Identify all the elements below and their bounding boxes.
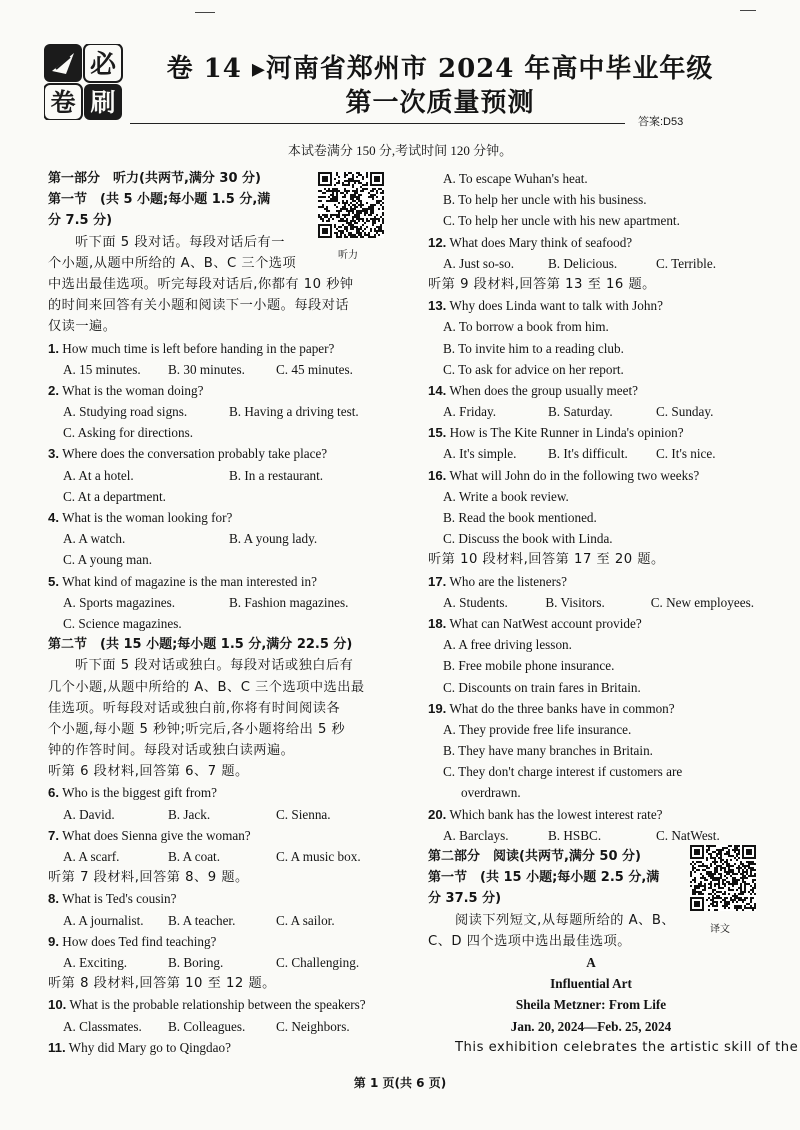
question xyxy=(48,380,388,401)
question-number: 16. xyxy=(428,467,447,483)
section-heading: 第二部分 阅读(共两节,满分 50 分) xyxy=(428,849,641,864)
answer-option: C. To ask for advice on her report. xyxy=(443,361,624,377)
answer-options xyxy=(48,952,388,973)
answer-options xyxy=(428,253,754,274)
title-line-1: 卷 14 ▸河南省郑州市 2024 年高中毕业年级 xyxy=(166,54,714,84)
answer-option: A. Write a book review. xyxy=(443,488,569,504)
section-heading: 分 37.5 分) xyxy=(428,891,502,907)
answer-options xyxy=(48,1016,388,1037)
brand-logo xyxy=(44,44,124,120)
right-column xyxy=(428,168,799,1058)
question-text: What can NatWest account provide? xyxy=(449,615,642,631)
section-heading: 第一节 (共 15 小题;每小题 2.5 分,满 xyxy=(428,870,660,886)
question-text: What kind of magazine is the man interested in? xyxy=(62,573,317,589)
section-heading: 分 7.5 分) xyxy=(48,213,113,229)
instruction-text: 中选出最佳选项。听完每段对话后,你都有 10 秒钟 xyxy=(48,276,354,292)
question-text: Where does the conversation probably take place? xyxy=(62,446,328,462)
answer-option: B. A young lady. xyxy=(229,531,318,547)
answer-option: A. Just so-so. xyxy=(443,255,515,271)
logo-char: 卷 xyxy=(50,88,76,117)
question-text: When does the group usually meet? xyxy=(449,382,639,398)
instruction-text: 听第 9 段材料,回答第 13 至 16 题。 xyxy=(428,276,656,292)
question-text: How much time is left before handing in the paper? xyxy=(62,340,335,356)
title-line-2: 第一次质量预测 xyxy=(345,88,535,118)
instruction-text: 听下面 5 段对话。每段对话后有一 xyxy=(75,234,285,250)
instruction-text: 听第 7 段材料,回答第 8、9 题。 xyxy=(48,870,249,886)
answer-option: C. Challenging. xyxy=(276,954,360,970)
answer-option: C. At a department. xyxy=(63,488,166,504)
answer-option: B. To invite him to a reading club. xyxy=(443,340,624,356)
answer-option: B. Jack. xyxy=(168,806,211,822)
exam-title xyxy=(130,52,750,120)
answer-option: B. They have many branches in Britain. xyxy=(443,743,653,759)
answer-option: C. They don't charge interest if customers are xyxy=(443,764,683,780)
question-number: 11. xyxy=(48,1039,66,1055)
question-text: What will John do in the following two weeks? xyxy=(449,467,700,483)
answer-option: B. To help her uncle with his business. xyxy=(443,192,647,208)
question xyxy=(48,338,388,359)
section-heading: 第二节 (共 15 小题;每小题 1.5 分,满分 22.5 分) xyxy=(48,637,353,653)
question-text: What is the woman doing? xyxy=(62,382,204,398)
answer-option: C. Discuss the book with Linda. xyxy=(443,531,613,547)
answer-option: B. In a restaurant. xyxy=(229,467,324,483)
answer-option: A. To escape Wuhan's heat. xyxy=(443,171,588,186)
question xyxy=(48,888,388,909)
instruction-text: 钟的作答时间。每段对话或独白读两遍。 xyxy=(48,743,295,759)
answer-options xyxy=(48,528,388,549)
question-number: 3. xyxy=(48,446,59,462)
question xyxy=(48,571,388,592)
answer-option: B. Boring. xyxy=(168,954,224,970)
question-text: Why did Mary go to Qingdao? xyxy=(68,1039,231,1055)
answer-option: C. NatWest. xyxy=(656,827,720,843)
instruction-text: 听第 8 段材料,回答第 10 至 12 题。 xyxy=(48,976,276,992)
answer-options xyxy=(48,465,388,486)
answer-option: B. Colleagues. xyxy=(168,1018,246,1034)
question-number: 15. xyxy=(428,425,447,441)
answer-option: C. A young man. xyxy=(63,552,153,568)
question xyxy=(48,825,388,846)
answer-option: A. Barclays. xyxy=(443,827,509,843)
answer-option: A. At a hotel. xyxy=(63,467,134,483)
question-text: How does Ted find teaching? xyxy=(62,933,217,949)
answer-option: A. 15 minutes. xyxy=(63,361,141,377)
instruction-text: 几个小题,从题中所给的 A、B、C 三个选项中选出最 xyxy=(48,679,365,695)
question-number: 9. xyxy=(48,933,59,949)
instruction-text: 佳选项。听每段对话或独白前,你将有时间阅读各 xyxy=(48,700,341,716)
instruction-text: 个小题,每小题 5 秒钟;听完后,各小题将给出 5 秒 xyxy=(48,721,346,737)
answer-options xyxy=(48,804,388,825)
question xyxy=(428,232,754,253)
question-text: What does Mary think of seafood? xyxy=(449,234,633,250)
question xyxy=(428,613,754,634)
answer-option: C. To help her uncle with his new apartment. xyxy=(443,213,680,229)
title-rule xyxy=(130,123,625,124)
answer-option: A. Sports magazines. xyxy=(63,594,176,610)
answer-option: A. Students. xyxy=(443,594,508,610)
page-footer: 第 1 页(共 6 页) xyxy=(353,1076,447,1090)
question-number: 4. xyxy=(48,510,59,525)
question xyxy=(48,507,388,528)
question xyxy=(428,698,754,719)
answer-option: B. Fashion magazines. xyxy=(229,594,349,610)
answer-option: B. A coat. xyxy=(168,849,221,864)
question xyxy=(428,804,754,825)
answer-option: A. They provide free life insurance. xyxy=(443,721,632,737)
question-number: 2. xyxy=(48,382,59,398)
question-text: What is Ted's cousin? xyxy=(62,891,177,907)
answer-option: overdrawn. xyxy=(461,785,521,801)
scan-mark xyxy=(740,10,756,11)
question xyxy=(48,931,388,952)
question xyxy=(48,782,388,803)
question-text: What does Sienna give the woman? xyxy=(62,827,251,843)
instruction-text: 阅读下列短文,从每题所给的 A、B、 xyxy=(455,912,676,928)
answer-option: C. Discounts on train fares in Britain. xyxy=(443,679,641,695)
question-number: 1. xyxy=(48,340,59,356)
question-number: 19. xyxy=(428,700,447,716)
answer-option: A. A scarf. xyxy=(63,849,120,864)
question-number: 8. xyxy=(48,891,59,907)
passage-heading: A xyxy=(586,954,596,970)
instruction-text: 的时间来回答有关小题和阅读下一小题。每段对话 xyxy=(48,298,350,314)
answer-option: B. 30 minutes. xyxy=(168,361,245,377)
instruction-text: 个小题,从题中所给的 A、B、C 三个选项 xyxy=(48,255,297,271)
qr-label-translation: 译文 xyxy=(710,924,730,935)
question xyxy=(428,422,754,443)
answer-option: B. Having a driving test. xyxy=(229,404,359,420)
answer-option: C. Sienna. xyxy=(276,806,331,822)
answer-options xyxy=(428,592,754,613)
left-column xyxy=(48,168,388,1058)
answer-options xyxy=(48,910,388,931)
answer-option: B. Visitors. xyxy=(545,594,605,610)
question-number: 12. xyxy=(428,234,447,250)
answer-option: C. A sailor. xyxy=(276,912,335,928)
answer-options xyxy=(428,443,754,464)
question-number: 10. xyxy=(48,997,67,1013)
question-text: What is the probable relationship between the speakers? xyxy=(69,997,366,1013)
answer-option: A. Exciting. xyxy=(63,954,128,970)
question-number: 17. xyxy=(428,573,447,589)
passage-heading: Jan. 20, 2024—Feb. 25, 2024 xyxy=(510,1018,672,1034)
answer-option: C. It's nice. xyxy=(656,446,716,462)
question-number: 14. xyxy=(428,382,447,398)
answer-option: B. Delicious. xyxy=(548,255,618,271)
answer-option: C. A music box. xyxy=(276,849,361,864)
question-text: Who is the biggest gift from? xyxy=(62,785,217,801)
question xyxy=(428,571,754,592)
instruction-text: 仅读一遍。 xyxy=(48,319,117,335)
answer-option: A. Studying road signs. xyxy=(63,404,188,420)
answer-option: C. Neighbors. xyxy=(276,1018,350,1034)
passage-heading: Influential Art xyxy=(550,976,632,992)
answer-option: C. Sunday. xyxy=(656,404,714,420)
question-number: 18. xyxy=(428,615,447,631)
section-heading: 第一部分 听力(共两节,满分 30 分) xyxy=(48,171,261,186)
question-number: 7. xyxy=(48,827,59,843)
instruction-text: C、D 四个选项中选出最佳选项。 xyxy=(428,933,631,949)
answer-option: A. A journalist. xyxy=(63,912,144,928)
question xyxy=(48,443,388,464)
logo-char: 必 xyxy=(89,50,117,80)
question-text: How is The Kite Runner in Linda's opinion? xyxy=(449,425,684,441)
answer-option: A. Friday. xyxy=(443,404,496,420)
answer-option: B. HSBC. xyxy=(548,827,602,843)
answer-options xyxy=(428,401,754,422)
answer-option: B. A teacher. xyxy=(168,912,236,928)
scan-mark xyxy=(195,12,215,13)
question-text: Which bank has the lowest interest rate? xyxy=(449,806,663,822)
answer-option: A. Classmates. xyxy=(63,1018,142,1034)
answer-option: A. A watch. xyxy=(63,531,126,547)
answer-option: C. Science magazines. xyxy=(63,615,182,631)
question-text: What is the woman looking for? xyxy=(62,510,233,525)
question xyxy=(428,465,754,486)
answer-option: A. To borrow a book from him. xyxy=(443,319,609,335)
passage-heading: Sheila Metzner: From Life xyxy=(515,997,667,1013)
answer-options xyxy=(48,592,388,613)
answer-option: C. Asking for directions. xyxy=(63,425,194,441)
answer-option: B. Free mobile phone insurance. xyxy=(443,658,615,674)
question-text: Who are the listeners? xyxy=(449,573,567,589)
answer-options xyxy=(428,825,754,846)
instruction-text: 听下面 5 段对话或独白。每段对话或独白后有 xyxy=(75,658,354,674)
answer-option: C. New employees. xyxy=(650,594,754,610)
answer-option: A. It's simple. xyxy=(443,446,517,462)
question-text: Why does Linda want to talk with John? xyxy=(449,298,663,314)
answer-option: B. Saturday. xyxy=(548,404,613,420)
question xyxy=(48,994,388,1015)
answer-option: B. It's difficult. xyxy=(548,446,628,462)
answer-option: C. 45 minutes. xyxy=(276,361,353,377)
answer-option: A. David. xyxy=(63,806,115,822)
question xyxy=(428,380,754,401)
question-number: 5. xyxy=(48,573,59,589)
exam-note: 本试卷满分 150 分,考试时间 120 分钟。 xyxy=(287,143,513,158)
answer-options xyxy=(48,401,388,422)
logo-char: 刷 xyxy=(90,88,116,117)
answer-options xyxy=(48,359,388,380)
answer-option: A. A free driving lesson. xyxy=(443,637,572,653)
question xyxy=(428,295,754,316)
answer-option: C. Terrible. xyxy=(656,255,716,271)
instruction-text: 听第 6 段材料,回答第 6、7 题。 xyxy=(48,764,249,780)
question-number: 13. xyxy=(428,298,447,314)
question-number: 20. xyxy=(428,806,447,822)
instruction-text: This exhibition celebrates the artistic skill of the xyxy=(455,1039,799,1055)
instruction-text: 听第 10 段材料,回答第 17 至 20 题。 xyxy=(428,552,665,568)
section-heading: 第一节 (共 5 小题;每小题 1.5 分,满 xyxy=(48,192,271,208)
answer-code: 答案:D53 xyxy=(638,116,684,128)
answer-options xyxy=(48,846,388,867)
qr-label-listening: 听力 xyxy=(338,250,358,261)
question-number: 6. xyxy=(48,785,59,801)
answer-option: B. Read the book mentioned. xyxy=(443,510,597,525)
question-text: What do the three banks have in common? xyxy=(449,700,675,716)
question xyxy=(48,1037,388,1058)
